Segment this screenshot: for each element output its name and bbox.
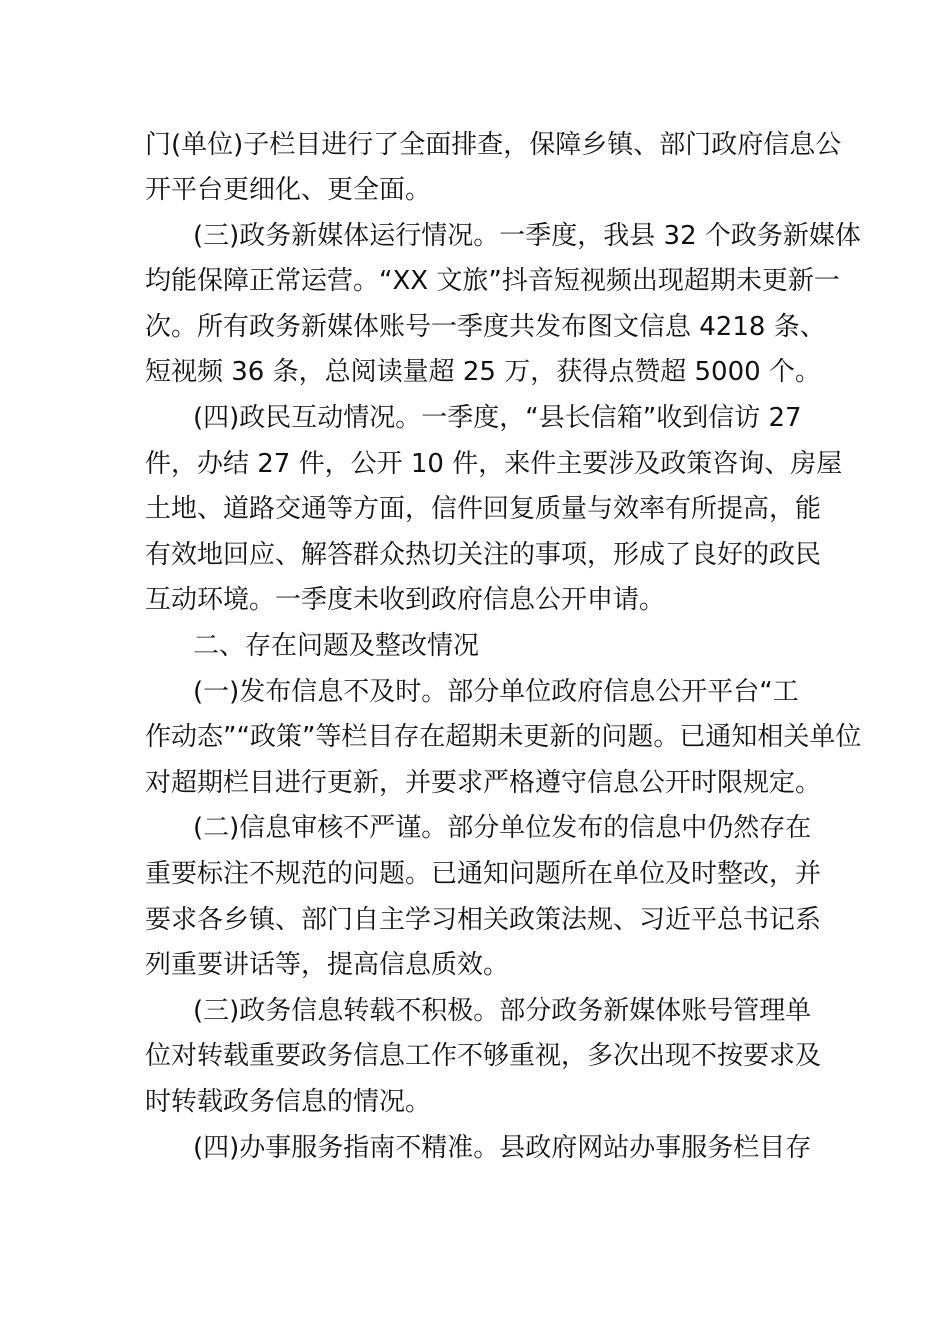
text-line: 互动环境。一季度未收到政府信息公开申请。 <box>145 585 666 615</box>
paragraph-start: (一)发布信息不及时。部分单位政府信息公开平台“工 <box>193 677 799 707</box>
text-line: 门(单位)子栏目进行了全面排查，保障乡镇、部门政府信息公 <box>145 130 842 160</box>
text-line: 列重要讲话等，提高信息质效。 <box>145 950 510 980</box>
paragraph-start: (二)信息审核不严谨。部分单位发布的信息中仍然存在 <box>193 813 812 843</box>
text-line: 次。所有政务新媒体账号一季度共发布图文信息 4218 条、 <box>145 312 826 342</box>
text-line: 有效地回应、解答群众热切关注的事项，形成了良好的政民 <box>145 540 822 570</box>
text-line: 重要标注不规范的问题。已通知问题所在单位及时整改，并 <box>145 859 822 889</box>
text-line: 作动态”“政策”等栏目存在超期未更新的问题。已通知相关单位 <box>145 722 862 752</box>
paragraph-start: (三)政务信息转载不积极。部分政务新媒体账号管理单 <box>193 996 812 1026</box>
section-heading: 二、存在问题及整改情况 <box>193 631 480 661</box>
text-line: 时转载政务信息的情况。 <box>145 1087 432 1117</box>
paragraph-start: (四)办事服务指南不精准。县政府网站办事服务栏目存 <box>193 1133 812 1163</box>
paragraph-start: (三)政务新媒体运行情况。一季度，我县 32 个政务新媒体 <box>193 221 861 251</box>
text-line: 均能保障正常运营。“XX 文旅”抖音短视频出现超期未更新一 <box>145 266 840 296</box>
paragraph-start: (四)政民互动情况。一季度，“县长信箱”收到信访 27 <box>193 403 802 433</box>
text-line: 要求各乡镇、部门自主学习相关政策法规、习近平总书记系 <box>145 905 822 935</box>
text-line: 件，办结 27 件，公开 10 件，来件主要涉及政策咨询、房屋 <box>145 449 843 479</box>
text-line: 土地、道路交通等方面，信件回复质量与效率有所提高，能 <box>145 494 822 524</box>
text-line: 开平台更细化、更全面。 <box>145 175 432 205</box>
text-line: 位对转载重要政务信息工作不够重视，多次出现不按要求及 <box>145 1041 822 1071</box>
text-line: 短视频 36 条，总阅读量超 25 万，获得点赞超 5000 个。 <box>145 357 821 387</box>
text-line: 对超期栏目进行更新，并要求严格遵守信息公开时限规定。 <box>145 768 822 798</box>
